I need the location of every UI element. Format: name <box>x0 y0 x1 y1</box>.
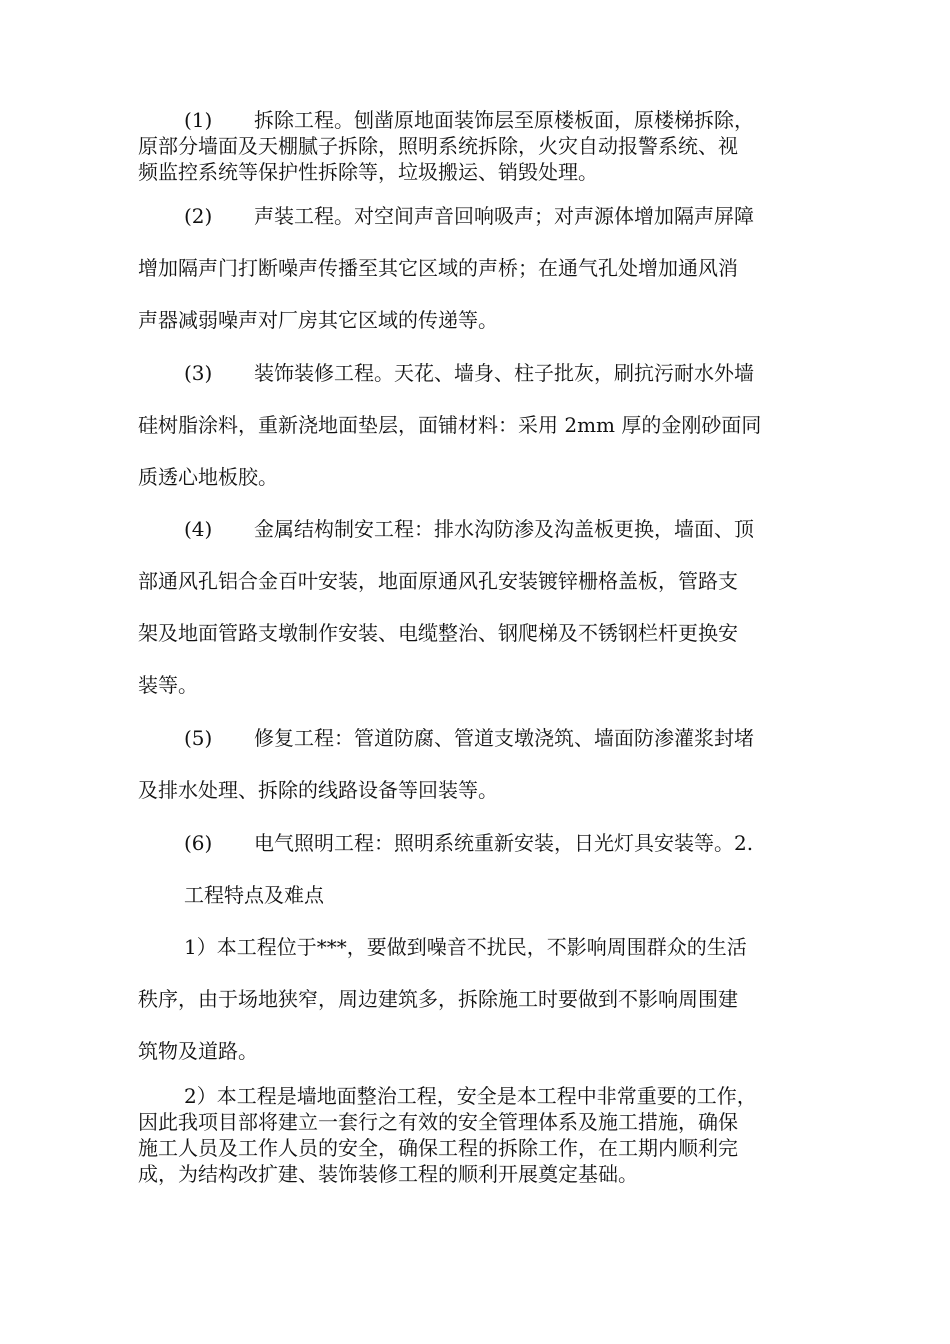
item-text: 拆除工程。刨凿原地面装饰层至原楼板面，原楼梯拆除， <box>254 108 754 132</box>
point-line: 成，为结构改扩建、装饰装修工程的顺利开展奠定基础。 <box>138 1162 638 1186</box>
list-item-6 <box>138 830 828 856</box>
item-line: 装等。 <box>138 673 198 697</box>
item-number: (2) <box>184 204 213 228</box>
list-item-4 <box>138 516 828 698</box>
item-number: (6) <box>184 831 213 855</box>
point-line: 施工人员及工作人员的安全，确保工程的拆除工作，在工期内顺利完 <box>138 1136 738 1160</box>
list-item-3 <box>138 360 828 490</box>
item-text: 声装工程。对空间声音回响吸声；对声源体增加隔声屏障 <box>254 204 754 228</box>
item-line: 质透心地板胶。 <box>138 465 278 489</box>
item-line: 声器减弱噪声对厂房其它区域的传递等。 <box>138 308 498 332</box>
item-number: (3) <box>184 361 213 385</box>
point-line: 2）本工程是墙地面整治工程，安全是本工程中非常重要的工作， <box>184 1084 757 1108</box>
item-line: 频监控系统等保护性拆除等，垃圾搬运、销毁处理。 <box>138 160 598 184</box>
item-line: 增加隔声门打断噪声传播至其它区域的声桥；在通气孔处增加通风消 <box>138 256 738 280</box>
point-2 <box>138 1083 828 1187</box>
item-text: 金属结构制安工程：排水沟防渗及沟盖板更换，墙面、顶 <box>254 517 754 541</box>
item-line: 原部分墙面及天棚腻子拆除，照明系统拆除，火灾自动报警系统、视 <box>138 134 738 158</box>
item-number: (5) <box>184 726 213 750</box>
point-line: 筑物及道路。 <box>138 1039 258 1063</box>
list-item-5 <box>138 725 828 803</box>
item-number: (4) <box>184 517 213 541</box>
item-text: 电气照明工程：照明系统重新安装，日光灯具安装等。2. <box>254 831 754 855</box>
list-item-1 <box>138 107 828 185</box>
list-item-2 <box>138 203 828 333</box>
point-line: 因此我项目部将建立一套行之有效的安全管理体系及施工措施，确保 <box>138 1110 738 1134</box>
item-line: 硅树脂涂料，重新浇地面垫层，面铺材料：采用 2mm 厚的金刚砂面同 <box>138 413 762 437</box>
point-line: 秩序，由于场地狭窄，周边建筑多，拆除施工时要做到不影响周围建 <box>138 987 738 1011</box>
item-line: 部通风孔铝合金百叶安装，地面原通风孔安装镀锌栅格盖板，管路支 <box>138 569 738 593</box>
section-heading: 工程特点及难点 <box>184 883 324 907</box>
item-line: 及排水处理、拆除的线路设备等回装等。 <box>138 778 498 802</box>
point-1 <box>138 934 828 1064</box>
point-line: 1）本工程位于***，要做到噪音不扰民，不影响周围群众的生活 <box>184 935 747 959</box>
item-number: (1) <box>184 108 213 132</box>
item-text: 装饰装修工程。天花、墙身、柱子批灰，刷抗污耐水外墙 <box>254 361 754 385</box>
item-text: 修复工程：管道防腐、管道支墩浇筑、墙面防渗灌浆封堵 <box>254 726 754 750</box>
item-line: 架及地面管路支墩制作安装、电缆整治、钢爬梯及不锈钢栏杆更换安 <box>138 621 738 645</box>
